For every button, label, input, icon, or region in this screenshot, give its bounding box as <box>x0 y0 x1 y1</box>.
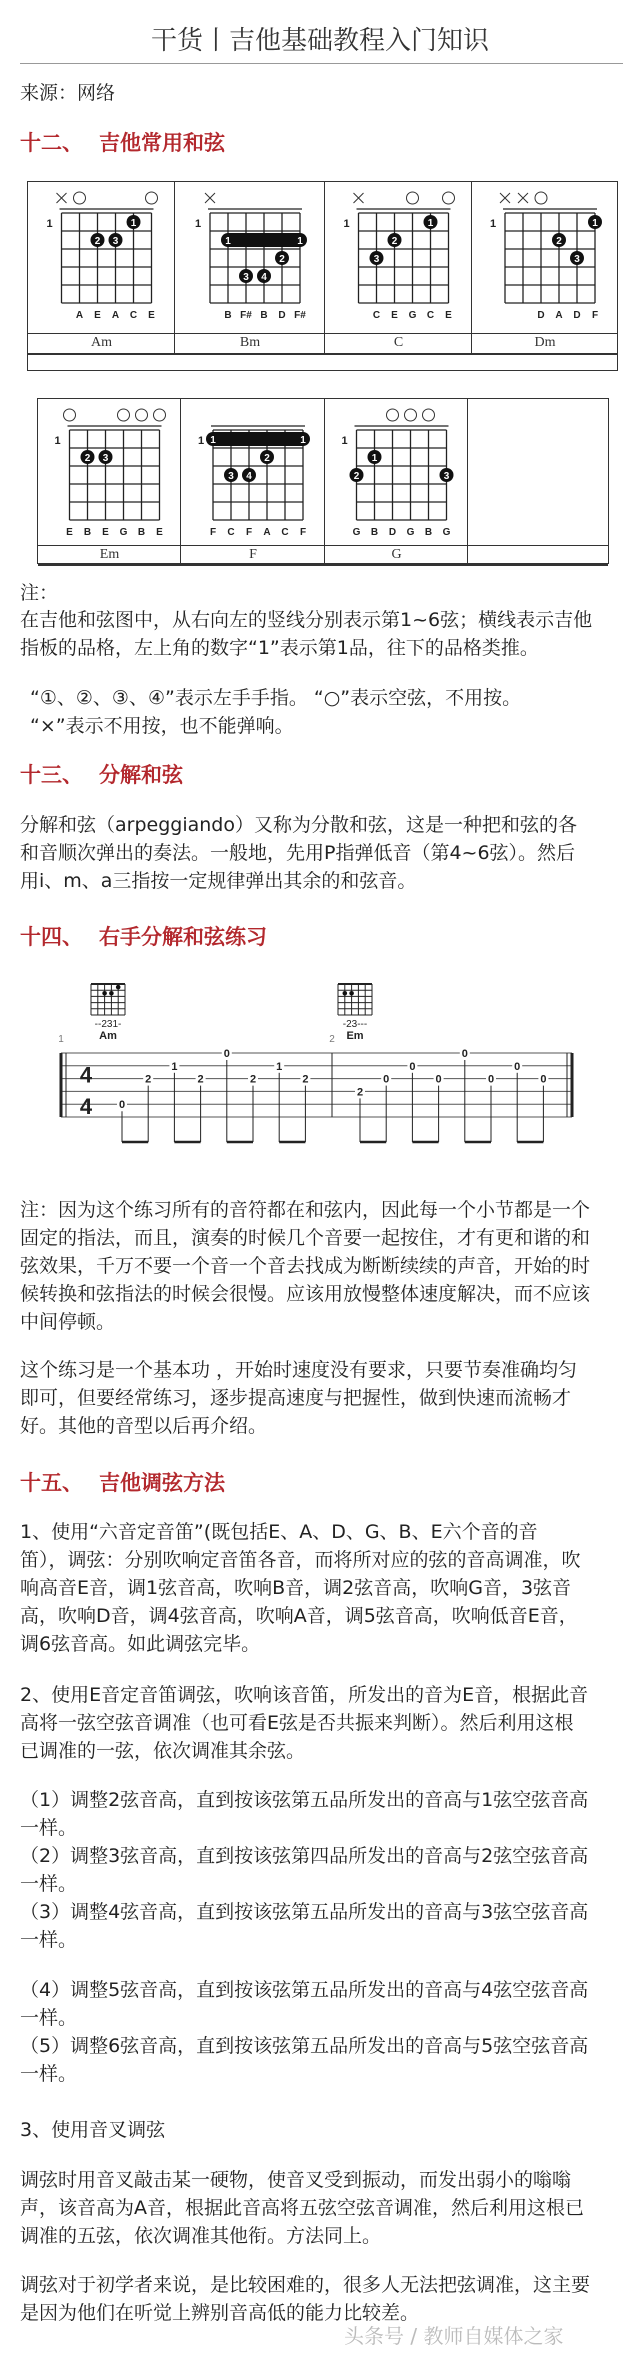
text-line: 3、使用音叉调弦 <box>20 2119 166 2141</box>
tab-note: 0 <box>514 1060 521 1073</box>
tuning-method-1 <box>20 1518 630 1658</box>
article-title: 干货丨吉他基础教程入门知识 <box>150 26 489 56</box>
string-note-label: C <box>129 310 138 321</box>
finger-number: 1 <box>371 453 378 464</box>
tab-notation <box>0 960 640 1150</box>
chord-cell <box>325 399 468 564</box>
finger-number: 2 <box>84 453 91 464</box>
string-note-label: E <box>102 527 109 538</box>
row-divider <box>38 564 608 566</box>
open-string-icon <box>443 192 455 204</box>
string-note-label: B <box>224 310 232 321</box>
muted-string-icon <box>518 193 528 203</box>
string-note-label: F# <box>294 310 306 321</box>
text-line: 弦效果，千万不要一个音一个音去找成为断断续续的声音，开始的时 <box>20 1255 591 1277</box>
text-line: （4）调整5弦音高，直到按该弦第五品所发出的音高与4弦空弦音高 <box>20 1979 589 2001</box>
tab-note: 2 <box>197 1073 204 1086</box>
text-line: （1）调整2弦音高，直到按该弦第五品所发出的音高与1弦空弦音高 <box>20 1789 589 1811</box>
fret-number-label: 1 <box>194 218 202 230</box>
string-note-label: C <box>227 527 235 538</box>
open-string-icon <box>118 409 130 421</box>
string-note-label: D <box>278 310 286 321</box>
open-string-icon <box>154 409 166 421</box>
text-line: 响高音E音，调1弦音高，吹响B音，调2弦音高，吹响G音，3弦音 <box>20 1577 572 1599</box>
section-heading-15 <box>20 1469 225 1497</box>
finger-number: 3 <box>373 254 380 265</box>
finger-number: 2 <box>279 254 285 265</box>
chord-diagram <box>181 399 325 545</box>
text-line: 2、使用E音定音笛调弦，吹响该音笛，所发出的音为E音，根据此音 <box>20 1684 589 1706</box>
chord-diagram <box>325 399 468 545</box>
text-line: （2）调整3弦音高，直到按该弦第四品所发出的音高与2弦空弦音高 <box>20 1845 589 1867</box>
string-note-label: B <box>137 527 146 538</box>
text-line: “①、②、③、④”表示左手手指。 “○”表示空弦，不用按。 <box>30 687 522 709</box>
chord-cell <box>175 182 325 353</box>
chord-label: Em <box>346 1030 364 1042</box>
chord-diagram <box>38 399 181 545</box>
practice-tip-paragraph <box>20 1356 630 1440</box>
fret-number-label: 1 <box>341 435 348 447</box>
chord-cell <box>38 399 181 564</box>
text-line: 一样。 <box>20 2007 78 2029</box>
finger-number: 3 <box>243 272 249 283</box>
tuning-difficulty-paragraph <box>20 2271 630 2327</box>
text-line: 声，该音高为A音，根据此音高将五弦空弦音调准，然后利用这根已 <box>20 2197 584 2219</box>
finger-number: 4 <box>246 471 252 482</box>
finger-number: 1 <box>297 236 303 247</box>
open-string-icon <box>423 409 435 421</box>
mini-finger-dot <box>102 991 107 996</box>
string-note-label: F <box>245 527 253 538</box>
finger-number: 2 <box>264 453 270 464</box>
section-number: 十五、 <box>20 1471 83 1495</box>
chord-name: Bm <box>239 335 261 350</box>
section-number: 十二、 <box>20 131 83 155</box>
time-signature-top: 4 <box>79 1062 93 1088</box>
finger-number: 1 <box>427 218 434 229</box>
open-string-icon <box>387 409 399 421</box>
section-number: 十三、 <box>20 763 83 787</box>
string-note-label: G <box>408 310 417 321</box>
tab-note: 2 <box>145 1073 152 1086</box>
title-divider <box>20 63 623 64</box>
text-line: 一样。 <box>20 1929 78 1951</box>
finger-number: 3 <box>228 471 234 482</box>
tab-note: 0 <box>118 1099 126 1112</box>
open-string-icon <box>405 409 417 421</box>
mini-finger-dot <box>349 991 354 996</box>
fret-number-label: 1 <box>197 435 205 447</box>
muted-string-icon <box>205 193 215 203</box>
open-string-icon <box>146 192 158 204</box>
finger-number: 3 <box>112 236 119 247</box>
tab-note: 0 <box>223 1048 230 1060</box>
tuning-steps-4-5 <box>20 1976 630 2088</box>
arpeggio-paragraph <box>20 811 630 895</box>
string-note-label: E <box>148 310 155 321</box>
string-note-label: G <box>119 527 128 538</box>
text-line: 分解和弦（arpeggiando）又称为分散和弦，这是一种把和弦的各 <box>20 814 577 836</box>
text-line: （3）调整4弦音高，直到按该弦第五品所发出的音高与3弦空弦音高 <box>20 1901 589 1923</box>
row-divider <box>38 545 608 546</box>
text-line: 调6弦音高。如此调弦完毕。 <box>20 1633 261 1655</box>
string-note-label: D <box>388 527 397 538</box>
section-title: 吉他常用和弦 <box>99 131 225 155</box>
string-note-label: B <box>260 310 268 321</box>
text-line: 调准的五弦，依次调准其他衔。方法同上。 <box>20 2225 382 2247</box>
text-line: 固定的指法，而且，演奏的时候几个音要一起按住，才有更和谐的和 <box>20 1227 591 1249</box>
string-note-label: A <box>555 310 563 321</box>
tuning-fork-paragraph <box>20 2166 630 2250</box>
open-string-icon <box>535 192 547 204</box>
tuning-method-2 <box>20 1681 630 1765</box>
finger-number: 4 <box>261 272 267 283</box>
muted-string-icon <box>57 193 67 203</box>
tuning-method-3-heading <box>20 2116 630 2144</box>
string-note-label: D <box>573 310 581 321</box>
finger-number: 2 <box>556 236 562 247</box>
chord-label: Am <box>99 1030 117 1042</box>
text-line: 已调准的一弦，依次调准其余弦。 <box>20 1740 306 1762</box>
string-note-label: C <box>426 310 435 321</box>
finger-number: 1 <box>225 236 231 247</box>
text-line: 中间停顿。 <box>20 1311 116 1333</box>
finger-number: 2 <box>353 471 360 482</box>
text-line: “×”表示不用按，也不能弹响。 <box>30 715 294 737</box>
string-note-label: E <box>94 310 101 321</box>
section-title: 分解和弦 <box>99 763 183 787</box>
row-divider <box>28 333 617 334</box>
open-string-icon <box>74 192 86 204</box>
tab-note: 2 <box>356 1086 364 1099</box>
fret-number-label: 1 <box>46 218 53 230</box>
finger-number: 1 <box>592 218 598 229</box>
barre-marker <box>206 432 310 446</box>
string-note-label: B <box>370 527 379 538</box>
text-line: 高将一弦空弦音调准（也可看E弦是否共振来判断）。然后利用这根 <box>20 1712 574 1734</box>
finger-number: 3 <box>102 453 109 464</box>
measure-number: 2 <box>329 1034 335 1045</box>
string-note-label: A <box>75 310 84 321</box>
tab-note: 0 <box>435 1073 442 1086</box>
string-note-label: E <box>156 527 163 538</box>
watermark: 头条号 / 教师自媒体之家 <box>344 2324 564 2348</box>
text-line: 1、使用“六音定音笛”(既包括E、A、D、G、B、E六个音的音 <box>20 1521 538 1543</box>
tab-note: 2 <box>249 1073 257 1086</box>
section-heading-13 <box>20 761 183 789</box>
text-line: 一样。 <box>20 1817 78 1839</box>
string-note-label: F <box>299 527 307 538</box>
source-line: 来源：网络 <box>20 82 116 104</box>
string-note-label: E <box>66 527 73 538</box>
chord-diagram <box>28 182 175 333</box>
section-title: 右手分解和弦练习 <box>99 925 267 949</box>
chord-cell <box>472 182 618 353</box>
note-paragraph <box>20 606 630 662</box>
finger-number: 1 <box>300 435 306 446</box>
finger-number: 1 <box>130 218 137 229</box>
chord-name: F <box>249 547 257 562</box>
string-note-label: E <box>391 310 398 321</box>
text-line: 即可，但要经常练习，逐步提高速度与把握性，做到快速而流畅才 <box>20 1387 572 1409</box>
chord-diagram <box>325 182 472 333</box>
string-note-label: F# <box>240 310 252 321</box>
tab-note: 0 <box>461 1048 468 1060</box>
chord-name: Am <box>91 335 112 350</box>
text-line: 指板的品格，左上角的数字“1”表示第1品，往下的品格类推。 <box>20 637 539 659</box>
chord-table-2 <box>37 398 609 564</box>
note-label: 注： <box>20 582 59 604</box>
string-note-label: C <box>372 310 381 321</box>
finger-number: 1 <box>210 435 216 446</box>
fret-number-label: 1 <box>489 218 497 230</box>
finger-number: 2 <box>94 236 101 247</box>
text-line: 调弦对于初学者来说，是比较困难的，很多人无法把弦调准，这主要 <box>20 2274 591 2296</box>
tab-note: 1 <box>171 1060 178 1073</box>
string-note-label: A <box>111 310 120 321</box>
string-note-label: C <box>281 527 289 538</box>
open-string-icon <box>136 409 148 421</box>
muted-string-icon <box>354 193 364 203</box>
chord-name: G <box>391 547 402 562</box>
text-line: 一样。 <box>20 2063 78 2085</box>
chord-name: Em <box>99 547 120 562</box>
fret-number-label: 1 <box>343 218 350 230</box>
chord-diagram <box>175 182 325 333</box>
string-note-label: D <box>537 310 545 321</box>
string-note-label: B <box>424 527 433 538</box>
mini-finger-dot <box>109 991 114 996</box>
tab-note: 0 <box>540 1073 547 1086</box>
finger-number: 3 <box>443 471 450 482</box>
text-line: 用i、m、a三指按一定规律弹出其余的和弦音。 <box>20 870 417 892</box>
chord-name: C <box>393 335 404 350</box>
mini-finger-dot <box>116 985 121 990</box>
text-line: （5）调整6弦音高，直到按该弦第五品所发出的音高与5弦空弦音高 <box>20 2035 589 2057</box>
string-note-label: G <box>352 527 361 538</box>
chord-table-1 <box>27 181 618 371</box>
text-line: 好。其他的音型以后再介绍。 <box>20 1415 268 1437</box>
text-line: 候转换和弦指法的时候会很慢。应该用放慢整体速度解决，而不应该 <box>20 1283 591 1305</box>
text-line: 一样。 <box>20 1873 78 1895</box>
finger-number: 2 <box>391 236 398 247</box>
chord-cell <box>28 182 175 353</box>
open-string-icon <box>64 409 76 421</box>
chord-cell <box>325 182 472 353</box>
text-line: 注：因为这个练习所有的音符都在和弦内，因此每一个小节都是一个 <box>20 1199 591 1221</box>
chord-diagram <box>472 182 618 333</box>
string-note-label: G <box>442 527 451 538</box>
tuning-steps-1-3 <box>20 1786 630 1954</box>
string-note-label: G <box>406 527 415 538</box>
section-number: 十四、 <box>20 925 83 949</box>
string-note-label: B <box>83 527 92 538</box>
chord-cell <box>468 399 609 564</box>
text-line: 和音顺次弹出的奏法。一般地，先用P指弹低音（第4~6弦）。然后 <box>20 842 576 864</box>
legend-paragraph <box>30 684 640 740</box>
section-heading-14 <box>20 923 267 951</box>
finger-number: 3 <box>574 254 580 265</box>
chord-fingering: -23--- <box>342 1019 368 1030</box>
text-line: 是因为他们在听觉上辨别音高低的能力比较差。 <box>20 2302 420 2324</box>
open-string-icon <box>407 192 419 204</box>
string-note-label: F <box>591 310 599 321</box>
text-line: 在吉他和弦图中，从右向左的竖线分别表示第1~6弦；横线表示吉他 <box>20 609 593 631</box>
section-title: 吉他调弦方法 <box>99 1471 225 1495</box>
string-note-label: F <box>209 527 217 538</box>
string-note-label: E <box>445 310 452 321</box>
tab-note: 0 <box>383 1073 390 1086</box>
section-heading-12 <box>20 129 225 157</box>
muted-string-icon <box>500 193 510 203</box>
chord-name: Dm <box>534 335 556 350</box>
text-line: 笛），调弦：分别吹响定音笛各音，而将所对应的弦的音高调准，吹 <box>20 1549 581 1571</box>
time-signature-bottom: 4 <box>79 1094 93 1120</box>
tab-note: 2 <box>302 1073 309 1086</box>
tab-note: 0 <box>409 1060 416 1073</box>
measure-number: 1 <box>58 1034 64 1045</box>
row-divider <box>28 353 617 355</box>
chord-fingering: --231- <box>94 1019 122 1030</box>
fret-number-label: 1 <box>54 435 61 447</box>
barre-marker <box>221 233 307 247</box>
text-line: 高，吹响D音，调4弦音高，吹响A音，调5弦音高，吹响低音E音， <box>20 1605 578 1627</box>
chord-cell <box>181 399 325 564</box>
string-note-label: A <box>263 527 271 538</box>
text-line: 这个练习是一个基本功 ，开始时速度没有要求，只要节奏准确均匀 <box>20 1359 578 1381</box>
mini-finger-dot <box>343 991 348 996</box>
practice-note-paragraph <box>20 1196 630 1336</box>
text-line: 调弦时用音叉敲击某一硬物，使音叉受到振动，而发出弱小的嗡嗡 <box>20 2169 572 2191</box>
tab-note: 1 <box>276 1060 283 1073</box>
tab-note: 0 <box>487 1073 495 1086</box>
